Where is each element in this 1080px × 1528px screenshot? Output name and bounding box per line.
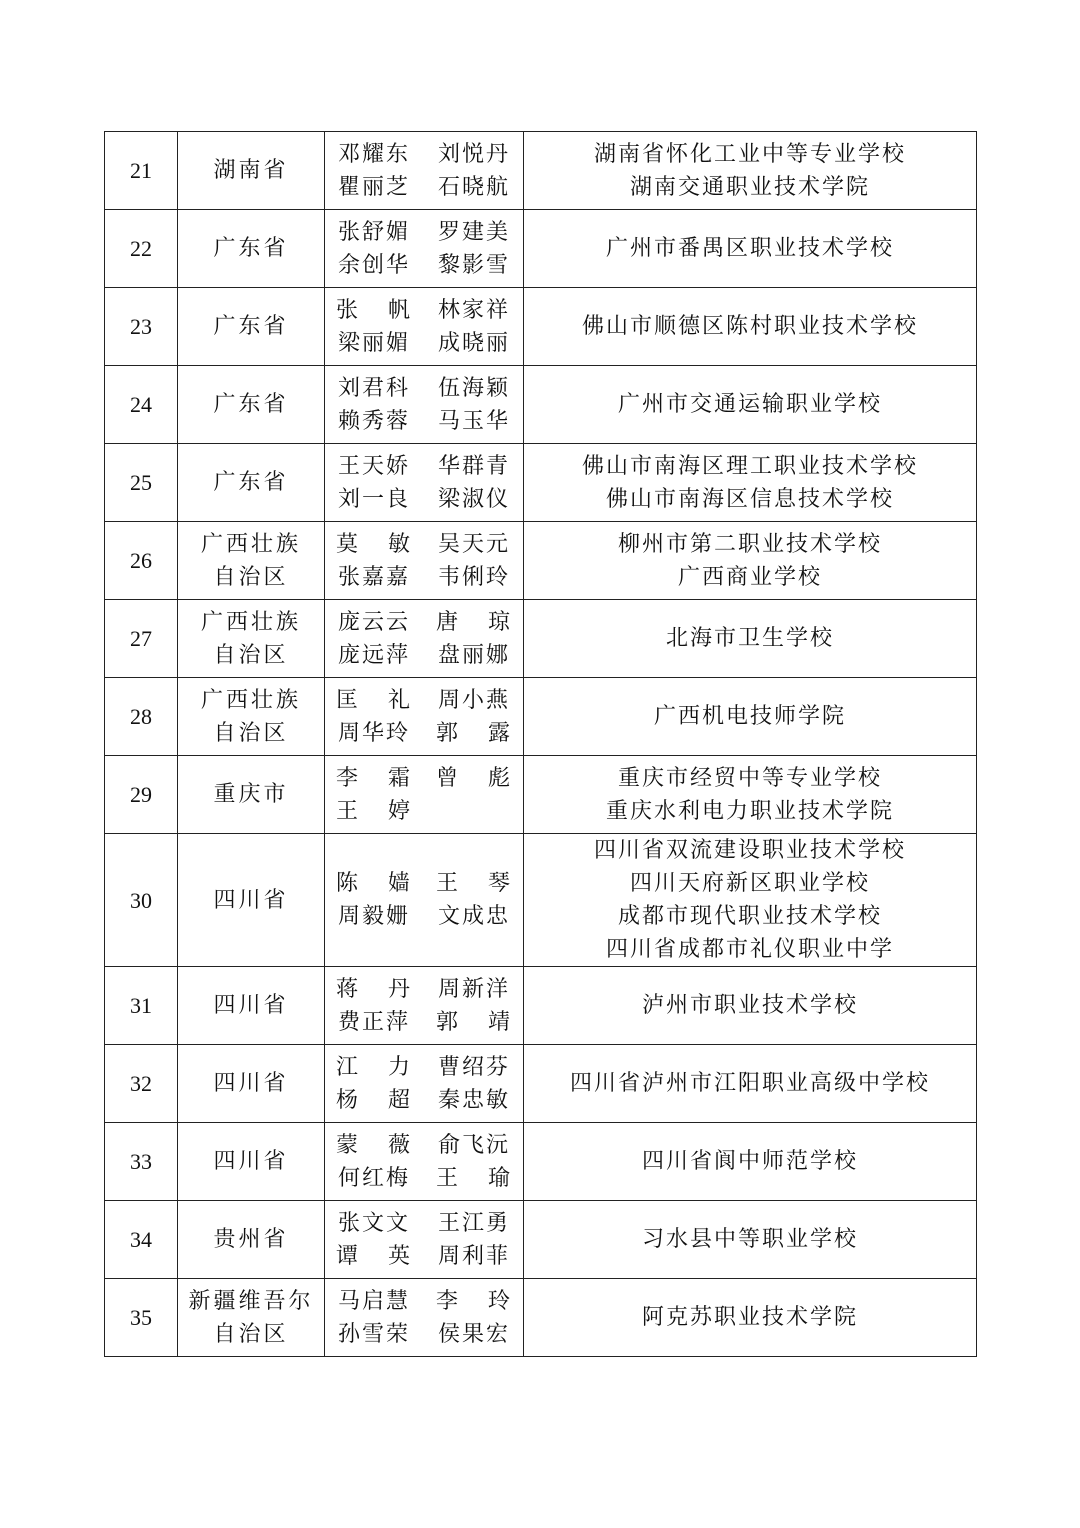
school-name: 柳州市第二职业技术学校 bbox=[617, 531, 882, 557]
school-cell bbox=[524, 1045, 977, 1123]
name-line bbox=[325, 171, 523, 204]
school-cell bbox=[524, 678, 977, 756]
row-number: 22 bbox=[105, 210, 178, 288]
school-name: 阿克苏职业技术学院 bbox=[641, 1305, 858, 1330]
row-number: 21 bbox=[105, 132, 178, 210]
province-line: 湖南省 bbox=[213, 158, 289, 183]
person-name: 刘君科 bbox=[337, 375, 410, 401]
name-line bbox=[325, 684, 523, 717]
province-line: 自治区 bbox=[213, 720, 289, 746]
name-line bbox=[325, 138, 523, 171]
names-cell bbox=[325, 1045, 524, 1123]
row-number: 34 bbox=[105, 1201, 178, 1279]
person-name: 张 帆 bbox=[336, 297, 412, 323]
province-line: 新疆维吾尔 bbox=[188, 1288, 314, 1314]
province-cell bbox=[178, 967, 325, 1045]
person-name: 王江勇 bbox=[437, 1210, 510, 1236]
name-line bbox=[325, 294, 523, 327]
name-line bbox=[325, 1129, 523, 1162]
name-line bbox=[325, 405, 523, 438]
person-name: 韦俐玲 bbox=[437, 564, 510, 590]
province-cell bbox=[178, 444, 325, 522]
person-name: 刘一良 bbox=[337, 486, 410, 512]
school-name: 习水县中等职业学校 bbox=[641, 1227, 858, 1252]
person-name: 李 霜 bbox=[336, 765, 412, 791]
school-cell bbox=[524, 444, 977, 522]
province-cell bbox=[178, 678, 325, 756]
names-cell bbox=[325, 288, 524, 366]
person-name: 王 瑜 bbox=[436, 1165, 512, 1191]
province-line: 四川省 bbox=[213, 1149, 289, 1174]
school-name: 广州市交通运输职业学校 bbox=[617, 392, 882, 417]
province-cell bbox=[178, 522, 325, 600]
person-name: 谭 英 bbox=[336, 1243, 412, 1269]
person-name bbox=[436, 795, 512, 828]
school-cell bbox=[524, 1123, 977, 1201]
person-name: 马玉华 bbox=[437, 408, 510, 434]
school-name: 四川省阆中师范学校 bbox=[641, 1149, 858, 1174]
province-cell bbox=[178, 210, 325, 288]
province-cell bbox=[178, 1279, 325, 1357]
person-name: 侯果宏 bbox=[437, 1321, 510, 1347]
province-line: 自治区 bbox=[213, 564, 289, 590]
names-cell bbox=[325, 678, 524, 756]
province-cell bbox=[178, 288, 325, 366]
person-name: 瞿丽芝 bbox=[337, 174, 410, 200]
province-line: 广东省 bbox=[213, 314, 289, 339]
name-line bbox=[325, 1084, 523, 1117]
table-row bbox=[105, 1279, 977, 1357]
person-name: 成晓丽 bbox=[437, 330, 510, 356]
person-name: 庞远萍 bbox=[337, 642, 410, 668]
school-name: 成都市现代职业技术学校 bbox=[617, 904, 882, 929]
province-line: 四川省 bbox=[213, 993, 289, 1018]
person-name: 张嘉嘉 bbox=[337, 564, 410, 590]
person-name: 余创华 bbox=[337, 252, 410, 278]
school-name: 湖南省怀化工业中等专业学校 bbox=[593, 141, 906, 167]
name-line bbox=[325, 717, 523, 750]
table-row bbox=[105, 967, 977, 1045]
names-cell bbox=[325, 444, 524, 522]
person-name: 罗建美 bbox=[437, 219, 510, 245]
person-name: 何红梅 bbox=[337, 1165, 410, 1191]
school-name: 重庆水利电力职业技术学院 bbox=[605, 798, 894, 824]
province-cell bbox=[178, 1045, 325, 1123]
row-number: 31 bbox=[105, 967, 178, 1045]
school-name: 佛山市顺德区陈村职业技术学校 bbox=[581, 314, 918, 339]
person-name: 梁丽媚 bbox=[337, 330, 410, 356]
row-number: 35 bbox=[105, 1279, 178, 1357]
school-name: 四川天府新区职业学校 bbox=[629, 871, 870, 896]
province-line: 自治区 bbox=[213, 642, 289, 668]
person-name: 孙雪荣 bbox=[337, 1321, 410, 1347]
school-name: 广州市番禺区职业技术学校 bbox=[605, 236, 894, 261]
names-cell bbox=[325, 834, 524, 967]
person-name: 莫 敏 bbox=[336, 531, 412, 557]
province-cell bbox=[178, 132, 325, 210]
school-name: 广西商业学校 bbox=[677, 564, 822, 590]
table-row bbox=[105, 1123, 977, 1201]
school-name: 湖南交通职业技术学院 bbox=[629, 174, 870, 200]
person-name: 蒙 薇 bbox=[336, 1132, 412, 1158]
province-cell bbox=[178, 1201, 325, 1279]
names-cell bbox=[325, 600, 524, 678]
school-cell bbox=[524, 132, 977, 210]
name-line bbox=[325, 1240, 523, 1273]
school-name: 广西机电技师学院 bbox=[653, 704, 846, 729]
name-line bbox=[325, 762, 523, 795]
school-cell bbox=[524, 522, 977, 600]
school-cell bbox=[524, 288, 977, 366]
person-name: 郭 露 bbox=[436, 720, 512, 746]
name-line bbox=[325, 639, 523, 672]
school-name: 北海市卫生学校 bbox=[665, 626, 834, 651]
school-cell bbox=[524, 600, 977, 678]
row-number: 25 bbox=[105, 444, 178, 522]
table-row bbox=[105, 834, 977, 967]
names-cell bbox=[325, 366, 524, 444]
row-number: 26 bbox=[105, 522, 178, 600]
province-line: 广西壮族 bbox=[200, 609, 301, 635]
row-number: 24 bbox=[105, 366, 178, 444]
person-name: 蒋 丹 bbox=[336, 976, 412, 1002]
province-cell bbox=[178, 834, 325, 967]
person-name: 周小燕 bbox=[437, 687, 510, 713]
table-row bbox=[105, 210, 977, 288]
person-name: 周利菲 bbox=[437, 1243, 510, 1269]
name-line bbox=[325, 327, 523, 360]
name-line bbox=[325, 1051, 523, 1084]
person-name: 刘悦丹 bbox=[437, 141, 510, 167]
name-line bbox=[325, 606, 523, 639]
person-name: 马启慧 bbox=[337, 1288, 410, 1314]
table-row bbox=[105, 366, 977, 444]
province-line: 广东省 bbox=[213, 236, 289, 261]
names-cell bbox=[325, 132, 524, 210]
person-name: 曹绍芬 bbox=[437, 1054, 510, 1080]
person-name: 费正萍 bbox=[337, 1009, 410, 1035]
province-cell bbox=[178, 1123, 325, 1201]
person-name: 盘丽娜 bbox=[437, 642, 510, 668]
name-line bbox=[325, 483, 523, 516]
row-number: 30 bbox=[105, 834, 178, 967]
school-cell bbox=[524, 967, 977, 1045]
person-name: 江 力 bbox=[336, 1054, 412, 1080]
person-name: 秦忠敏 bbox=[437, 1087, 510, 1113]
person-name: 张舒媚 bbox=[337, 219, 410, 245]
province-cell bbox=[178, 756, 325, 834]
name-line bbox=[325, 561, 523, 594]
school-cell bbox=[524, 210, 977, 288]
person-name: 陈 嫱 bbox=[336, 871, 412, 896]
names-cell bbox=[325, 210, 524, 288]
person-name: 周新洋 bbox=[437, 976, 510, 1002]
province-line: 广东省 bbox=[213, 470, 289, 495]
row-number: 23 bbox=[105, 288, 178, 366]
table-row bbox=[105, 288, 977, 366]
person-name: 伍海颖 bbox=[437, 375, 510, 401]
person-name: 华群青 bbox=[437, 453, 510, 479]
province-line: 四川省 bbox=[213, 1071, 289, 1096]
row-number: 33 bbox=[105, 1123, 178, 1201]
name-line bbox=[325, 450, 523, 483]
table-row bbox=[105, 522, 977, 600]
school-name: 佛山市南海区信息技术学校 bbox=[605, 486, 894, 512]
name-line bbox=[325, 795, 523, 828]
person-name: 俞飞沅 bbox=[437, 1132, 510, 1158]
province-line: 自治区 bbox=[213, 1321, 289, 1347]
person-name: 黎影雪 bbox=[437, 252, 510, 278]
name-line bbox=[325, 1318, 523, 1351]
school-cell bbox=[524, 834, 977, 967]
person-name: 王 琴 bbox=[436, 871, 512, 896]
person-name: 庞云云 bbox=[337, 609, 410, 635]
person-name: 邓耀东 bbox=[337, 141, 410, 167]
person-name: 赖秀蓉 bbox=[337, 408, 410, 434]
person-name: 匡 礼 bbox=[336, 687, 412, 713]
person-name: 曾 彪 bbox=[436, 765, 512, 791]
person-name: 郭 靖 bbox=[436, 1009, 512, 1035]
names-cell bbox=[325, 1279, 524, 1357]
school-cell bbox=[524, 1279, 977, 1357]
names-cell bbox=[325, 1201, 524, 1279]
name-line bbox=[325, 867, 523, 900]
row-number: 32 bbox=[105, 1045, 178, 1123]
person-name: 文成忠 bbox=[437, 904, 510, 929]
name-line bbox=[325, 249, 523, 282]
names-cell bbox=[325, 756, 524, 834]
table-row bbox=[105, 1201, 977, 1279]
name-line bbox=[325, 216, 523, 249]
table-body bbox=[105, 132, 977, 1357]
name-line bbox=[325, 528, 523, 561]
table-row bbox=[105, 600, 977, 678]
person-name: 李 玲 bbox=[436, 1288, 512, 1314]
name-line bbox=[325, 1285, 523, 1318]
school-team-table bbox=[104, 131, 977, 1357]
person-name: 唐 琼 bbox=[436, 609, 512, 635]
person-name: 林家祥 bbox=[437, 297, 510, 323]
school-cell bbox=[524, 1201, 977, 1279]
names-cell bbox=[325, 967, 524, 1045]
table-row bbox=[105, 1045, 977, 1123]
person-name: 吴天元 bbox=[437, 531, 510, 557]
person-name: 王 婷 bbox=[336, 798, 412, 824]
province-line: 重庆市 bbox=[213, 782, 289, 807]
person-name: 石晓航 bbox=[437, 174, 510, 200]
names-cell bbox=[325, 522, 524, 600]
school-name: 泸州市职业技术学校 bbox=[641, 993, 858, 1018]
person-name: 王天娇 bbox=[337, 453, 410, 479]
row-number: 28 bbox=[105, 678, 178, 756]
table-row bbox=[105, 132, 977, 210]
person-name: 张文文 bbox=[337, 1210, 410, 1236]
name-line bbox=[325, 900, 523, 933]
person-name: 杨 超 bbox=[336, 1087, 412, 1113]
school-name: 四川省泸州市江阳职业高级中学校 bbox=[569, 1071, 930, 1096]
person-name: 梁淑仪 bbox=[437, 486, 510, 512]
province-cell bbox=[178, 600, 325, 678]
school-cell bbox=[524, 756, 977, 834]
table-row bbox=[105, 678, 977, 756]
province-line: 贵州省 bbox=[213, 1227, 289, 1252]
province-line: 广西壮族 bbox=[200, 687, 301, 713]
school-name: 重庆市经贸中等专业学校 bbox=[617, 765, 882, 791]
person-name: 周华玲 bbox=[337, 720, 410, 746]
name-line bbox=[325, 1006, 523, 1039]
names-cell bbox=[325, 1123, 524, 1201]
province-line: 四川省 bbox=[213, 887, 289, 913]
table-row bbox=[105, 444, 977, 522]
person-name: 周毅姗 bbox=[337, 904, 410, 929]
school-name: 佛山市南海区理工职业技术学校 bbox=[581, 453, 918, 479]
name-line bbox=[325, 1162, 523, 1195]
name-line bbox=[325, 372, 523, 405]
table-row bbox=[105, 756, 977, 834]
province-line: 广西壮族 bbox=[200, 531, 301, 557]
school-cell bbox=[524, 366, 977, 444]
province-line: 广东省 bbox=[213, 392, 289, 417]
province-cell bbox=[178, 366, 325, 444]
name-line bbox=[325, 973, 523, 1006]
school-name: 四川省成都市礼仪职业中学 bbox=[605, 937, 894, 962]
school-name: 四川省双流建设职业技术学校 bbox=[593, 838, 906, 863]
row-number: 29 bbox=[105, 756, 178, 834]
row-number: 27 bbox=[105, 600, 178, 678]
name-line bbox=[325, 1207, 523, 1240]
